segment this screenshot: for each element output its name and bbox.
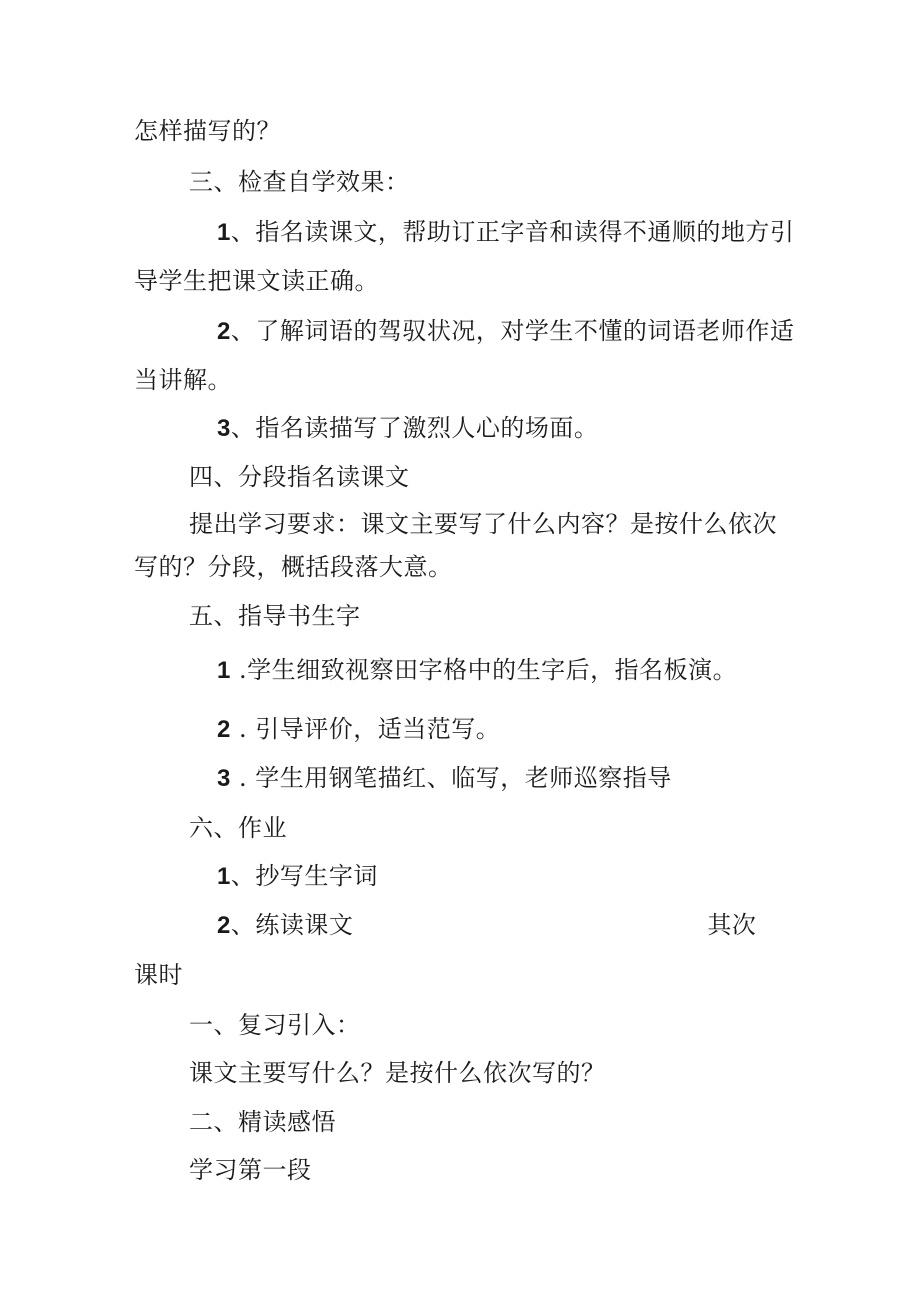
- text-line: 当讲解。: [134, 366, 232, 394]
- text-line: 写的？分段，概括段落大意。: [134, 553, 453, 581]
- list-item: 3 . 学生用钢笔描红、临写，老师巡察指导: [217, 764, 672, 792]
- list-item: 2、练读课文 其次: [217, 911, 757, 939]
- text-line: 提出学习要求：课文主要写了什么内容？是按什么依次: [189, 510, 777, 538]
- text-line: 课文主要写什么？是按什么依次写的？: [189, 1059, 606, 1087]
- section-heading: 二、精读感悟: [189, 1108, 336, 1136]
- text-line: 课时: [134, 961, 183, 989]
- text-line: 导学生把课文读正确。: [134, 267, 379, 295]
- section-heading: 六、作业: [189, 814, 287, 842]
- list-item: 3、指名读描写了激烈人心的场面。: [217, 414, 599, 442]
- section-heading: 四、分段指名读课文: [189, 463, 410, 491]
- section-heading: 一、复习引入：: [189, 1011, 361, 1039]
- list-item: 1、抄写生字词: [217, 862, 378, 890]
- list-item: 2、了解词语的驾驭状况，对学生不懂的词语老师作适: [217, 317, 795, 345]
- list-item: 1、指名读课文，帮助订正字音和读得不通顺的地方引: [217, 218, 795, 246]
- list-item: 1 .学生细致视察田字格中的生字后，指名板演。: [217, 656, 738, 684]
- section-heading: 三、检查自学效果：: [189, 168, 410, 196]
- text-line: 怎样描写的？: [134, 117, 281, 145]
- section-heading: 五、指导书生字: [189, 602, 361, 630]
- list-item: 2 . 引导评价，适当范写。: [217, 715, 501, 743]
- text-line: 学习第一段: [189, 1156, 312, 1184]
